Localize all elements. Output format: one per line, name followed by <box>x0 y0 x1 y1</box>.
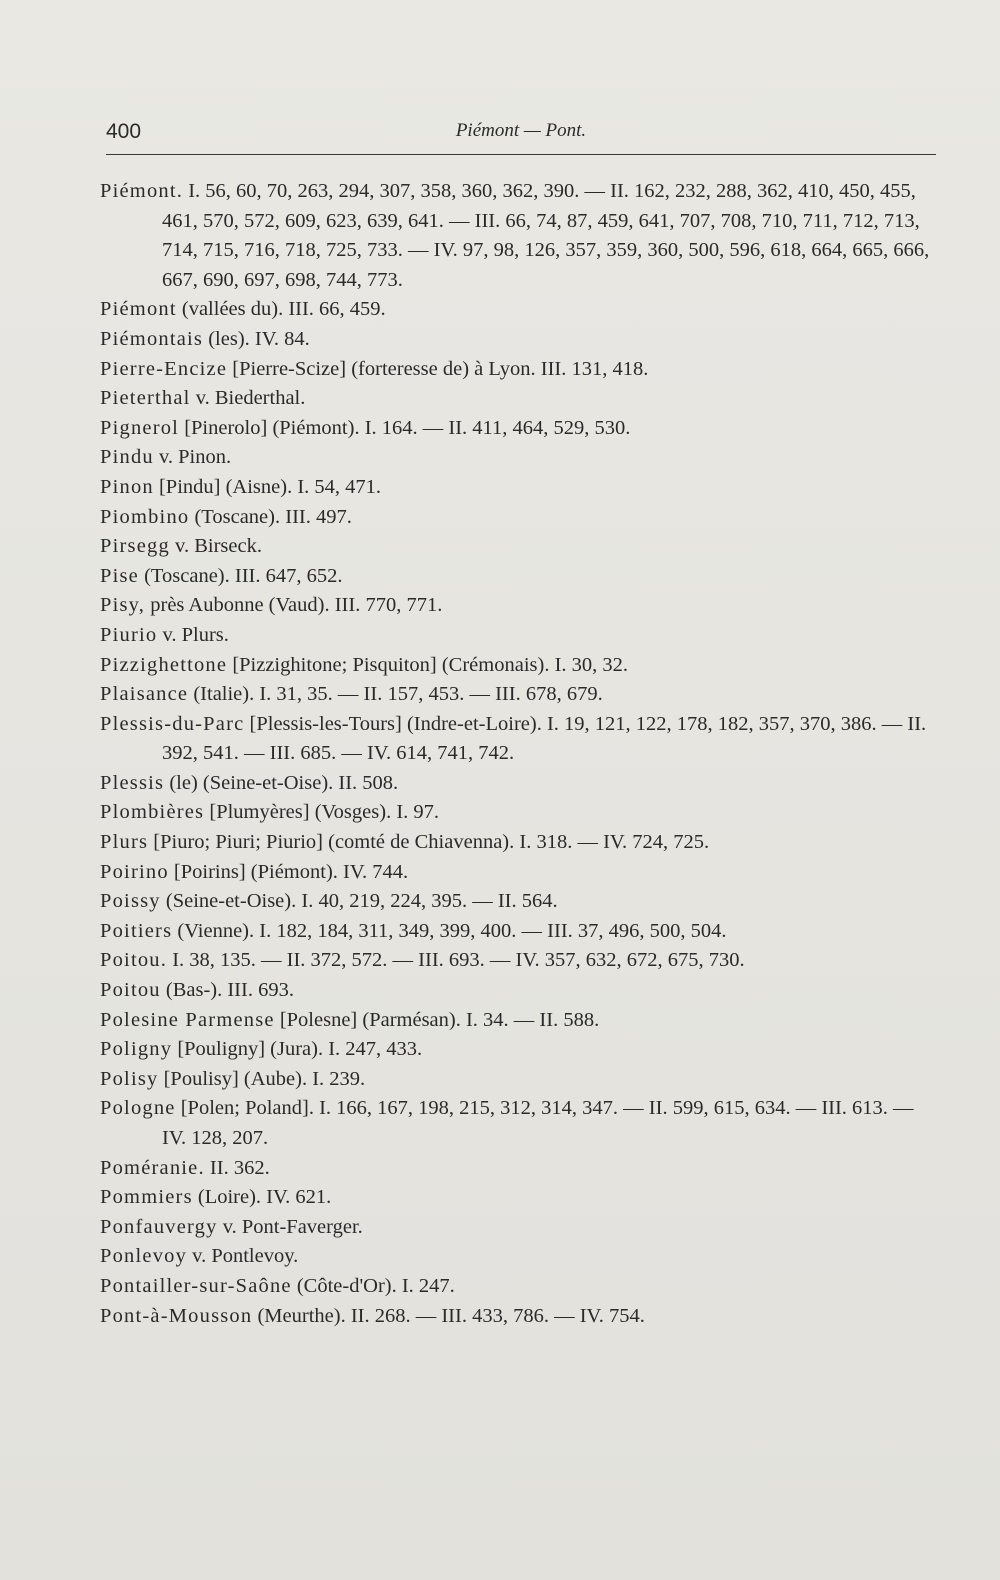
entry-headword: Pontailler-sur-Saône <box>100 1274 292 1297</box>
index-entry <box>100 621 940 651</box>
entry-references: (Bas-). III. 693. <box>165 979 294 1002</box>
index-entry <box>100 443 940 473</box>
running-title: Piémont — Pont. <box>455 120 587 141</box>
index-entry <box>100 680 940 710</box>
index-entry <box>100 1302 940 1332</box>
entry-references: [Pouligny] (Jura). I. 247, 433. <box>177 1038 423 1061</box>
index-entry <box>100 1065 940 1095</box>
entry-headword: Piémont. <box>100 180 184 202</box>
entry-headword: Poitiers <box>100 919 173 942</box>
entry-references: (Toscane). III. 647, 652. <box>144 564 343 587</box>
index-entry <box>100 384 940 414</box>
entry-headword: Poitou <box>100 979 161 1002</box>
entry-headword: Ponfauvergy <box>100 1215 218 1238</box>
entry-headword: Ponlevoy <box>100 1245 188 1268</box>
entry-references: (Côte-d'Or). I. 247. <box>296 1274 455 1297</box>
index-entry <box>100 1154 940 1184</box>
entry-references: v. Biederthal. <box>195 387 306 410</box>
entry-headword: Plombières <box>100 801 205 824</box>
index-entry <box>100 562 940 592</box>
entry-references: (les). IV. 84. <box>208 327 310 350</box>
entry-headword: Pieterthal <box>100 387 191 410</box>
entry-headword: Plaisance <box>100 683 189 706</box>
index-entry <box>100 1006 940 1036</box>
index-entry <box>100 946 940 976</box>
entry-headword: Poirino <box>100 860 169 883</box>
entry-headword: Pologne <box>100 1097 176 1120</box>
index-entry <box>100 1272 940 1302</box>
entry-references: [Plessis-les-Tours] (Indre-et-Loire). I. 19, 121, 122, 178, 182, 357, 370, 386. — II. 392, 541. — III. 685. — IV. 614, 741, 742. <box>162 712 927 765</box>
entry-headword: Polesine Parmense <box>100 1008 275 1031</box>
entry-references: [Pizzighitone; Pisquiton] (Crémonais). I. 30, 32. <box>232 653 629 676</box>
entry-references: v. Pinon. <box>158 446 232 469</box>
entry-references: (Meurthe). II. 268. — III. 433, 786. — IV. 754. <box>257 1304 645 1327</box>
page-header <box>106 116 936 152</box>
index-entry <box>100 355 940 385</box>
entry-headword: Pignerol <box>100 416 180 439</box>
entry-headword: Poméranie. <box>100 1156 205 1179</box>
entry-headword: Pisy, <box>100 594 146 617</box>
entry-references: (vallées du). III. 66, 459. <box>181 298 386 321</box>
index-entry <box>100 295 940 325</box>
index-entry <box>100 798 940 828</box>
entry-references: [Poulisy] (Aube). I. 239. <box>163 1067 366 1090</box>
entry-headword: Pierre-Encize <box>100 357 228 380</box>
index-entry <box>100 414 940 444</box>
entry-headword: Poitou. <box>100 949 168 972</box>
entry-references: (Toscane). III. 497. <box>194 505 352 528</box>
index-entry <box>100 858 940 888</box>
entry-references: [Pinerolo] (Piémont). I. 164. — II. 411, 464, 529, 530. <box>184 416 631 439</box>
entry-references: [Polesne] (Parmésan). I. 34. — II. 588. <box>279 1008 600 1031</box>
index-entry <box>100 473 940 503</box>
entry-headword: Polisy <box>100 1067 159 1090</box>
entry-headword: Piurio <box>100 623 158 646</box>
entry-references: v. Birseck. <box>175 535 262 558</box>
entry-headword: Plessis-du-Parc <box>100 712 245 735</box>
entry-headword: Pirsegg <box>100 535 170 558</box>
index-entry <box>100 651 940 681</box>
entry-references: (le) (Seine-et-Oise). II. 508. <box>169 771 399 794</box>
entry-headword: Pindu <box>100 446 154 469</box>
entry-headword: Pommiers <box>100 1186 193 1209</box>
entry-headword: Pinon <box>100 475 154 498</box>
index-entry <box>100 325 940 355</box>
index-entry <box>100 710 940 769</box>
entry-references: v. Pont-Faverger. <box>222 1215 363 1238</box>
entry-headword: Poligny <box>100 1038 173 1061</box>
entry-references: [Pierre-Scize] (forteresse de) à Lyon. III. 131, 418. <box>232 357 649 380</box>
entry-headword: Plessis <box>100 771 165 794</box>
index-entry <box>100 976 940 1006</box>
entry-references: v. Plurs. <box>162 623 229 646</box>
index-entry <box>100 591 940 621</box>
index-entry <box>100 828 940 858</box>
entry-headword: Piémontais <box>100 327 204 350</box>
entry-references: près Aubonne (Vaud). III. 770, 771. <box>150 594 443 617</box>
entry-references: v. Pontlevoy. <box>192 1245 299 1268</box>
entry-headword: Pont-à-Mousson <box>100 1304 253 1327</box>
index-entries <box>100 177 940 1331</box>
index-entry <box>100 532 940 562</box>
page-number: 400 <box>106 120 142 143</box>
index-entry <box>100 1183 940 1213</box>
index-entry <box>100 1242 940 1272</box>
entry-references: (Vienne). I. 182, 184, 311, 349, 399, 400. — III. 37, 496, 500, 504. <box>177 919 727 942</box>
index-entry <box>100 887 940 917</box>
entry-references: [Piuro; Piuri; Piurio] (comté de Chiavenna). I. 318. — IV. 724, 725. <box>153 831 710 854</box>
index-entry <box>100 1213 940 1243</box>
entry-references: I. 38, 135. — II. 372, 572. — III. 693. — IV. 357, 632, 672, 675, 730. <box>172 949 745 972</box>
entry-headword: Piombino <box>100 505 190 528</box>
entry-references: (Seine-et-Oise). I. 40, 219, 224, 395. — II. 564. <box>165 890 558 913</box>
entry-headword: Poissy <box>100 890 161 913</box>
index-entry <box>100 1094 940 1153</box>
entry-headword: Plurs <box>100 831 149 854</box>
index-entry <box>100 769 940 799</box>
entry-references: (Loire). IV. 621. <box>197 1186 332 1209</box>
entry-references: II. 362. <box>209 1156 270 1179</box>
index-entry <box>100 917 940 947</box>
entry-headword: Piémont <box>100 298 177 321</box>
entry-references: [Polen; Poland]. I. 166, 167, 198, 215, 312, 314, 347. — II. 599, 615, 634. — III. 613. — IV. 128, 207. <box>162 1097 914 1149</box>
header-rule <box>106 154 936 155</box>
index-entry <box>100 177 940 295</box>
entry-references: [Plumyères] (Vosges). I. 97. <box>209 801 440 824</box>
entry-references: [Pindu] (Aisne). I. 54, 471. <box>158 475 382 498</box>
entry-references: (Italie). I. 31, 35. — II. 157, 453. — III. 678, 679. <box>193 683 603 706</box>
entry-references: I. 56, 60, 70, 263, 294, 307, 358, 360, 362, 390. — II. 162, 232, 288, 362, 410, 450, 455, 461, 570, 572, 609, 623, 639, 641. — III. 66, 74, 87, 459, 641, 707, 708, 710, 711, 712, 713, 714, 715, 716, 718, 725, 733. — IV. 97, 98, 126, 357, 359, 360, 500, 596, 618, 664, 665, 666, 667, 690, 697, 698, 744, 773. <box>162 180 930 291</box>
index-entry <box>100 1035 940 1065</box>
index-entry <box>100 503 940 533</box>
entry-references: [Poirins] (Piémont). IV. 744. <box>173 860 409 883</box>
entry-headword: Pizzighettone <box>100 653 228 676</box>
entry-headword: Pise <box>100 564 139 587</box>
